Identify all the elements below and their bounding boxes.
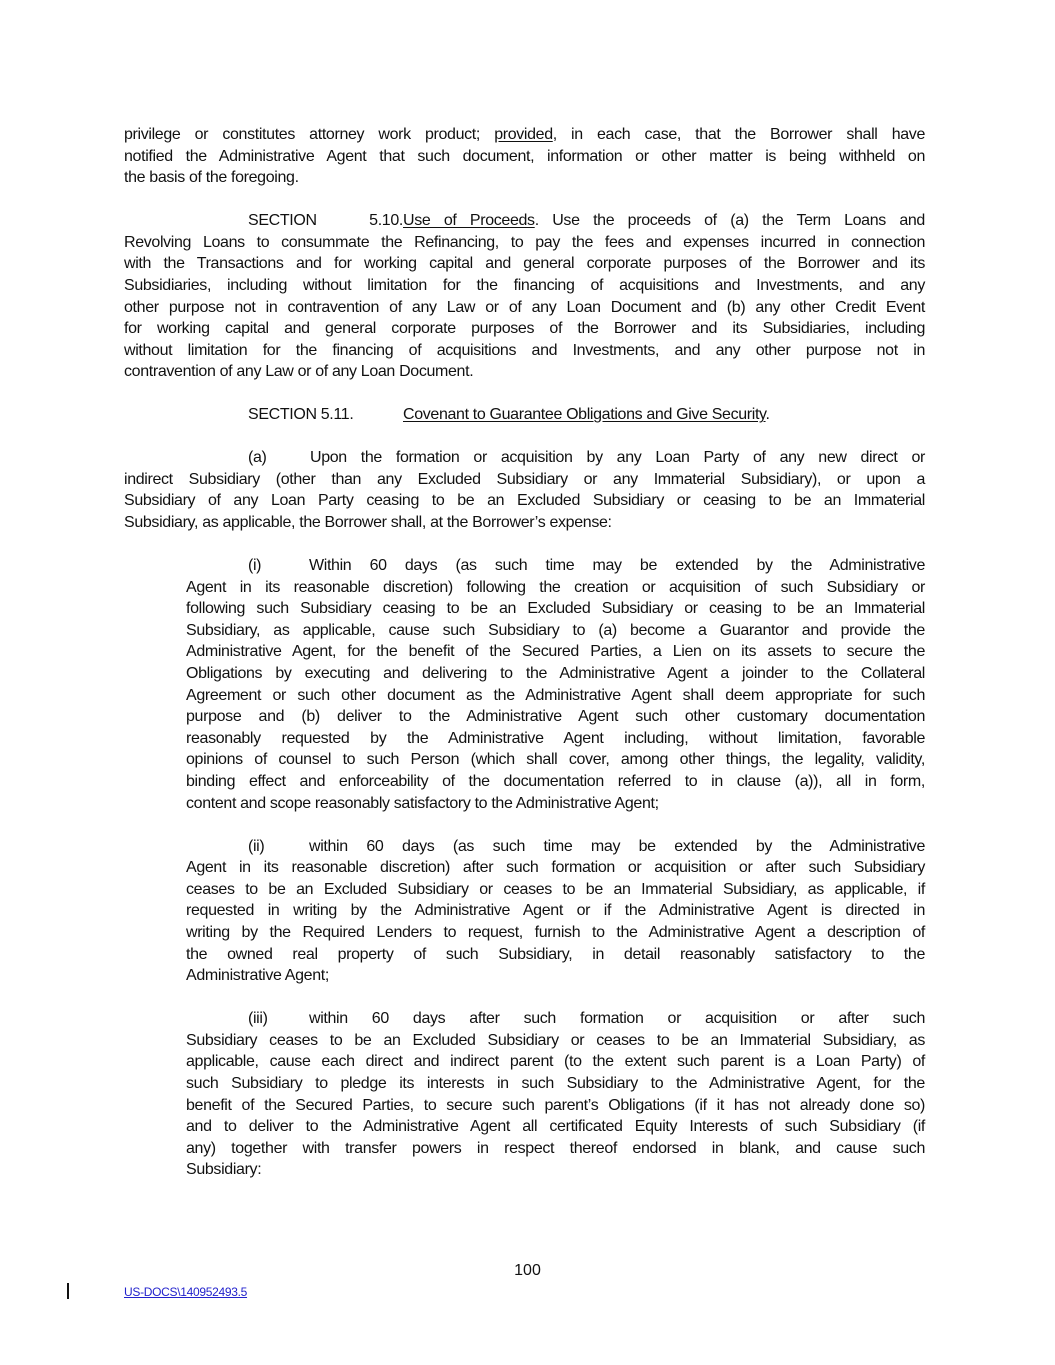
text-segment: . bbox=[765, 406, 770, 424]
text-segment: Obligations by executing and delivering to the Administrative Agent a joinder to the Collateral bbox=[186, 665, 925, 683]
text-segment: ceases to be an Excluded Subsidiary or ceases to be an Immaterial Subsidiary, as applicable, if bbox=[186, 880, 925, 898]
text-line bbox=[124, 167, 925, 189]
text-line bbox=[186, 663, 925, 685]
text-segment: requested in writing by the Administrative Agent or if the Administrative Agent is directed in bbox=[186, 902, 925, 920]
text-line bbox=[186, 1159, 925, 1181]
text-segment: reasonably requested by the Administrative Agent including, without limitation, favorable bbox=[186, 729, 925, 747]
text-line bbox=[186, 965, 925, 987]
text-line bbox=[124, 404, 925, 426]
text-segment: Administrative Agent, for the benefit of the Secured Parties, a Lien on its assets to secure the bbox=[186, 643, 925, 661]
text-line bbox=[186, 793, 925, 815]
text-line bbox=[124, 210, 925, 232]
text-segment: purpose and (b) deliver to the Administrative Agent such other customary documentation bbox=[186, 708, 925, 726]
text-line bbox=[186, 598, 925, 620]
text-segment: Agreement or such other document as the Administrative Agent shall deem appropriate for such bbox=[186, 686, 925, 704]
text-line bbox=[124, 490, 925, 512]
text-line bbox=[124, 253, 925, 275]
text-segment: opinions of counsel to such Person (which shall cover, among other things, the legality, validity, bbox=[186, 751, 925, 769]
text-line bbox=[186, 1008, 925, 1030]
section-label: SECTION 5.10. bbox=[248, 212, 403, 230]
text-segment: benefit of the Secured Parties, to secure such parent’s Obligations (if it has not already done so) bbox=[186, 1096, 925, 1114]
text-line bbox=[186, 706, 925, 728]
text-segment: privilege or constitutes attorney work product; bbox=[124, 126, 495, 143]
text-segment: Subsidiary, as applicable, cause such Subsidiary to (a) become a Guarantor and provide the bbox=[186, 621, 925, 639]
text-line bbox=[186, 1030, 925, 1052]
text-segment: Revolving Loans to consummate the Refinancing, to pay the fees and expenses incurred in connection bbox=[124, 233, 925, 251]
text-line bbox=[124, 469, 925, 491]
text-segment: following such Subsidiary ceasing to be an Excluded Subsidiary or ceasing to be an Immaterial bbox=[186, 600, 925, 618]
text-line bbox=[124, 275, 925, 297]
paragraph bbox=[124, 210, 925, 383]
text-segment: Agent in its reasonable discretion) following the creation or acquisition of such Subsidiary or bbox=[186, 578, 925, 596]
text-line bbox=[186, 836, 925, 858]
page-number: 100 bbox=[514, 1262, 541, 1279]
text-line bbox=[186, 1138, 925, 1160]
text-line bbox=[186, 685, 925, 707]
text-segment: Agent in its reasonable discretion) after such formation or acquisition or after such Subsidiary bbox=[186, 859, 925, 877]
document-body bbox=[124, 124, 925, 1202]
text-segment: contravention of any Law or of any Loan Document. bbox=[124, 363, 474, 381]
text-line bbox=[124, 361, 925, 383]
text-segment: Within 60 days (as such time may be extended by the Administrative bbox=[309, 557, 925, 575]
section-label: (a) bbox=[248, 449, 267, 467]
text-line bbox=[124, 124, 925, 146]
text-line bbox=[186, 555, 925, 577]
text-line bbox=[124, 297, 925, 319]
text-line bbox=[124, 232, 925, 254]
text-line bbox=[186, 857, 925, 879]
text-segment: the basis of the foregoing. bbox=[124, 169, 299, 187]
text-segment: such Subsidiary to pledge its interests in such Subsidiary to the Administrative Agent, for the bbox=[186, 1074, 925, 1092]
underlined-heading: provided bbox=[494, 126, 553, 143]
paragraph bbox=[186, 555, 925, 814]
text-segment: other purpose not in contravention of any Law or of any Loan Document and (b) any other Credit Event bbox=[124, 298, 925, 316]
text-line bbox=[124, 340, 925, 362]
text-segment: Subsidiaries, including without limitation for the financing of acquisitions and Investments, and any bbox=[124, 276, 925, 294]
section-label: SECTION 5.11. bbox=[248, 406, 354, 424]
paragraph bbox=[124, 447, 925, 533]
change-bar bbox=[67, 1283, 69, 1299]
text-segment: notified the Administrative Agent that such document, information or other matter is being withheld on bbox=[124, 147, 925, 165]
text-segment: within 60 days (as such time may be extended by the Administrative bbox=[309, 837, 925, 855]
text-segment: with the Transactions and for working capital and general corporate purposes of the Borrower and its bbox=[124, 255, 925, 273]
underlined-heading: Covenant to Guarantee Obligations and Give Security bbox=[403, 406, 766, 424]
text-segment: Subsidiary: bbox=[186, 1161, 262, 1179]
text-segment: Subsidiary, as applicable, the Borrower shall, at the Borrower’s expense: bbox=[124, 514, 612, 532]
text-line bbox=[186, 641, 925, 663]
text-segment: Subsidiary ceases to be an Excluded Subsidiary or ceases to be an Immaterial Subsidiary, as bbox=[186, 1031, 925, 1049]
text-segment: within 60 days after such formation or acquisition or after such bbox=[309, 1010, 925, 1028]
text-line bbox=[186, 620, 925, 642]
paragraph bbox=[186, 1008, 925, 1181]
text-line bbox=[186, 771, 925, 793]
paragraph bbox=[186, 836, 925, 987]
text-line bbox=[124, 512, 925, 534]
text-segment: for working capital and general corporate purposes of the Borrower and its Subsidiaries, including bbox=[124, 320, 925, 338]
text-line bbox=[186, 900, 925, 922]
text-line bbox=[186, 944, 925, 966]
text-segment: applicable, cause each direct and indirect parent (to the extent such parent is a Loan Party) of bbox=[186, 1053, 925, 1071]
text-segment: any) together with transfer powers in respect thereof endorsed in blank, and cause such bbox=[186, 1139, 925, 1157]
text-segment: Upon the formation or acquisition by any Loan Party of any new direct or bbox=[310, 449, 925, 467]
text-line bbox=[186, 879, 925, 901]
text-line bbox=[186, 1095, 925, 1117]
section-label: (i) bbox=[248, 557, 262, 575]
text-segment: Administrative Agent; bbox=[186, 967, 329, 985]
text-segment: content and scope reasonably satisfactory to the Administrative Agent; bbox=[186, 794, 659, 812]
text-segment: and to deliver to the Administrative Agent all certificated Equity Interests of such Subsidiary (if bbox=[186, 1118, 925, 1136]
text-segment: , in each case, that the Borrower shall have bbox=[552, 126, 926, 143]
text-line bbox=[124, 146, 925, 168]
text-segment: writing by the Required Lenders to request, furnish to the Administrative Agent a description of bbox=[186, 923, 925, 941]
text-line bbox=[186, 728, 925, 750]
text-line bbox=[186, 1051, 925, 1073]
text-line bbox=[186, 749, 925, 771]
section-label: (ii) bbox=[248, 837, 265, 855]
text-line bbox=[124, 318, 925, 340]
text-line bbox=[186, 1116, 925, 1138]
document-id-link[interactable]: US-DOCS\140952493.5 bbox=[124, 1285, 248, 1299]
text-line bbox=[186, 577, 925, 599]
underlined-heading: Use of Proceeds bbox=[403, 212, 535, 230]
paragraph bbox=[124, 404, 925, 426]
text-segment: . Use the proceeds of (a) the Term Loans and bbox=[534, 212, 925, 230]
text-segment: the owned real property of such Subsidiary, in detail reasonably satisfactory to the bbox=[186, 945, 925, 963]
text-segment: without limitation for the financing of acquisitions and Investments, and any other purpose not in bbox=[124, 341, 925, 359]
text-line bbox=[124, 447, 925, 469]
section-label: (iii) bbox=[248, 1010, 268, 1028]
text-line bbox=[186, 1073, 925, 1095]
text-line bbox=[186, 922, 925, 944]
text-segment: binding effect and enforceability of the documentation referred to in clause (a)), all in form, bbox=[186, 773, 925, 790]
text-segment: indirect Subsidiary (other than any Excluded Subsidiary or any Immaterial Subsidiary), or upon a bbox=[124, 470, 925, 488]
text-segment: Subsidiary of any Loan Party ceasing to be an Excluded Subsidiary or ceasing to be an Immaterial bbox=[124, 492, 925, 510]
paragraph bbox=[124, 124, 925, 189]
